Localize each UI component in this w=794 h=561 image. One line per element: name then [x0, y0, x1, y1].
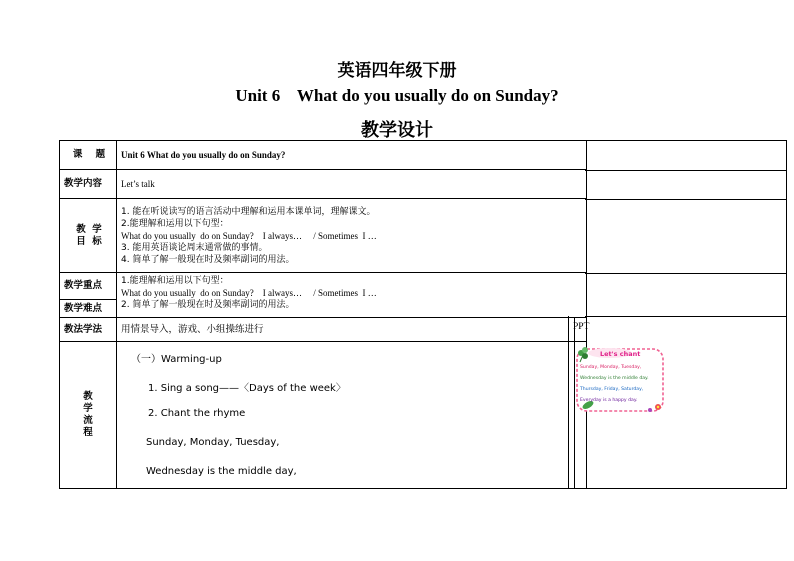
topic-value: Unit 6 What do you usually do on Sunday? [117, 141, 587, 170]
process-label-char: 流 [83, 415, 93, 426]
key-point-line: 1.能理解和运用以下句型： [121, 276, 229, 286]
topic-label: 课 题 [60, 141, 117, 170]
row-topic [60, 141, 587, 170]
goals-label [60, 199, 117, 273]
row-key-points [60, 273, 587, 300]
chant-line: Thursday, Friday, Saturday, [580, 387, 644, 392]
goal-line: What do you usually do on Sunday? I always… / Sometimes I … [121, 230, 377, 241]
process-line-song: 1. Sing a song——〈Days of the week〉 [148, 383, 346, 394]
key-points-label: 教学重点 [60, 273, 117, 300]
row-divider [585, 199, 786, 200]
page-title-cn: 英语四年级下册 [337, 61, 457, 81]
difficult-points-label: 教学难点 [60, 300, 117, 318]
goal-line: 4. 简单了解一般现在时及频率副词的用法。 [121, 254, 295, 265]
chant-line: Wednesday is the middle day. [580, 376, 649, 381]
page-title-unit: Unit 6 What do you usually do on Sunday? [235, 86, 559, 105]
process-label-char: 教 [83, 391, 93, 402]
process-line-chant: 2. Chant the rhyme [148, 408, 246, 419]
content-value: Let’s talk [117, 170, 587, 199]
process-label-char: 学 [83, 403, 93, 414]
chant-card-image [574, 344, 666, 414]
chant-line: Everyday is a happy day. [580, 398, 638, 403]
ppt-label: PPT [573, 322, 590, 332]
row-divider [585, 273, 786, 274]
ppt-column-border [568, 316, 569, 488]
goal-line: 3. 能用英语谈论周末通常做的事情。 [121, 242, 268, 253]
chant-title: Let's chant [600, 350, 641, 358]
chant-line: Sunday, Monday, Tuesday, [580, 365, 642, 370]
goals-label-line1: 教 学 [76, 223, 102, 235]
row-content [60, 170, 587, 199]
table-top-extension [585, 140, 787, 317]
process-label-char: 程 [83, 427, 93, 438]
goals-content [117, 199, 587, 273]
goal-line: 2.能理解和运用以下句型： [121, 218, 229, 229]
row-goals [60, 199, 587, 273]
content-label: 教学内容 [60, 170, 117, 199]
row-divider [585, 170, 786, 171]
methods-label: 教法学法 [60, 318, 117, 342]
page-title-design: 教学设计 [361, 120, 433, 141]
process-line-warmup: （一）Warming-up [131, 354, 222, 365]
key-point-line: What do you usually do on Sunday? I always… / Sometimes I … [121, 288, 377, 298]
process-label [60, 342, 117, 489]
lesson-plan-table [59, 140, 590, 489]
chant-card-svg [574, 344, 666, 414]
difficult-point-line: 2. 简单了解一般现在时及频率副词的用法。 [121, 300, 295, 310]
row-methods [60, 318, 587, 342]
process-line-rhyme-2: Wednesday is the middle day, [146, 466, 297, 477]
goal-line: 1. 能在听说读写的语言活动中理解和运用本课单词，理解课文。 [121, 206, 376, 217]
methods-value: 用情景导入，游戏、小组操练进行 [117, 318, 575, 342]
goals-label-line2: 目 标 [76, 235, 102, 247]
key-difficult-content [117, 273, 587, 318]
process-line-rhyme-1: Sunday, Monday, Tuesday, [146, 437, 280, 448]
